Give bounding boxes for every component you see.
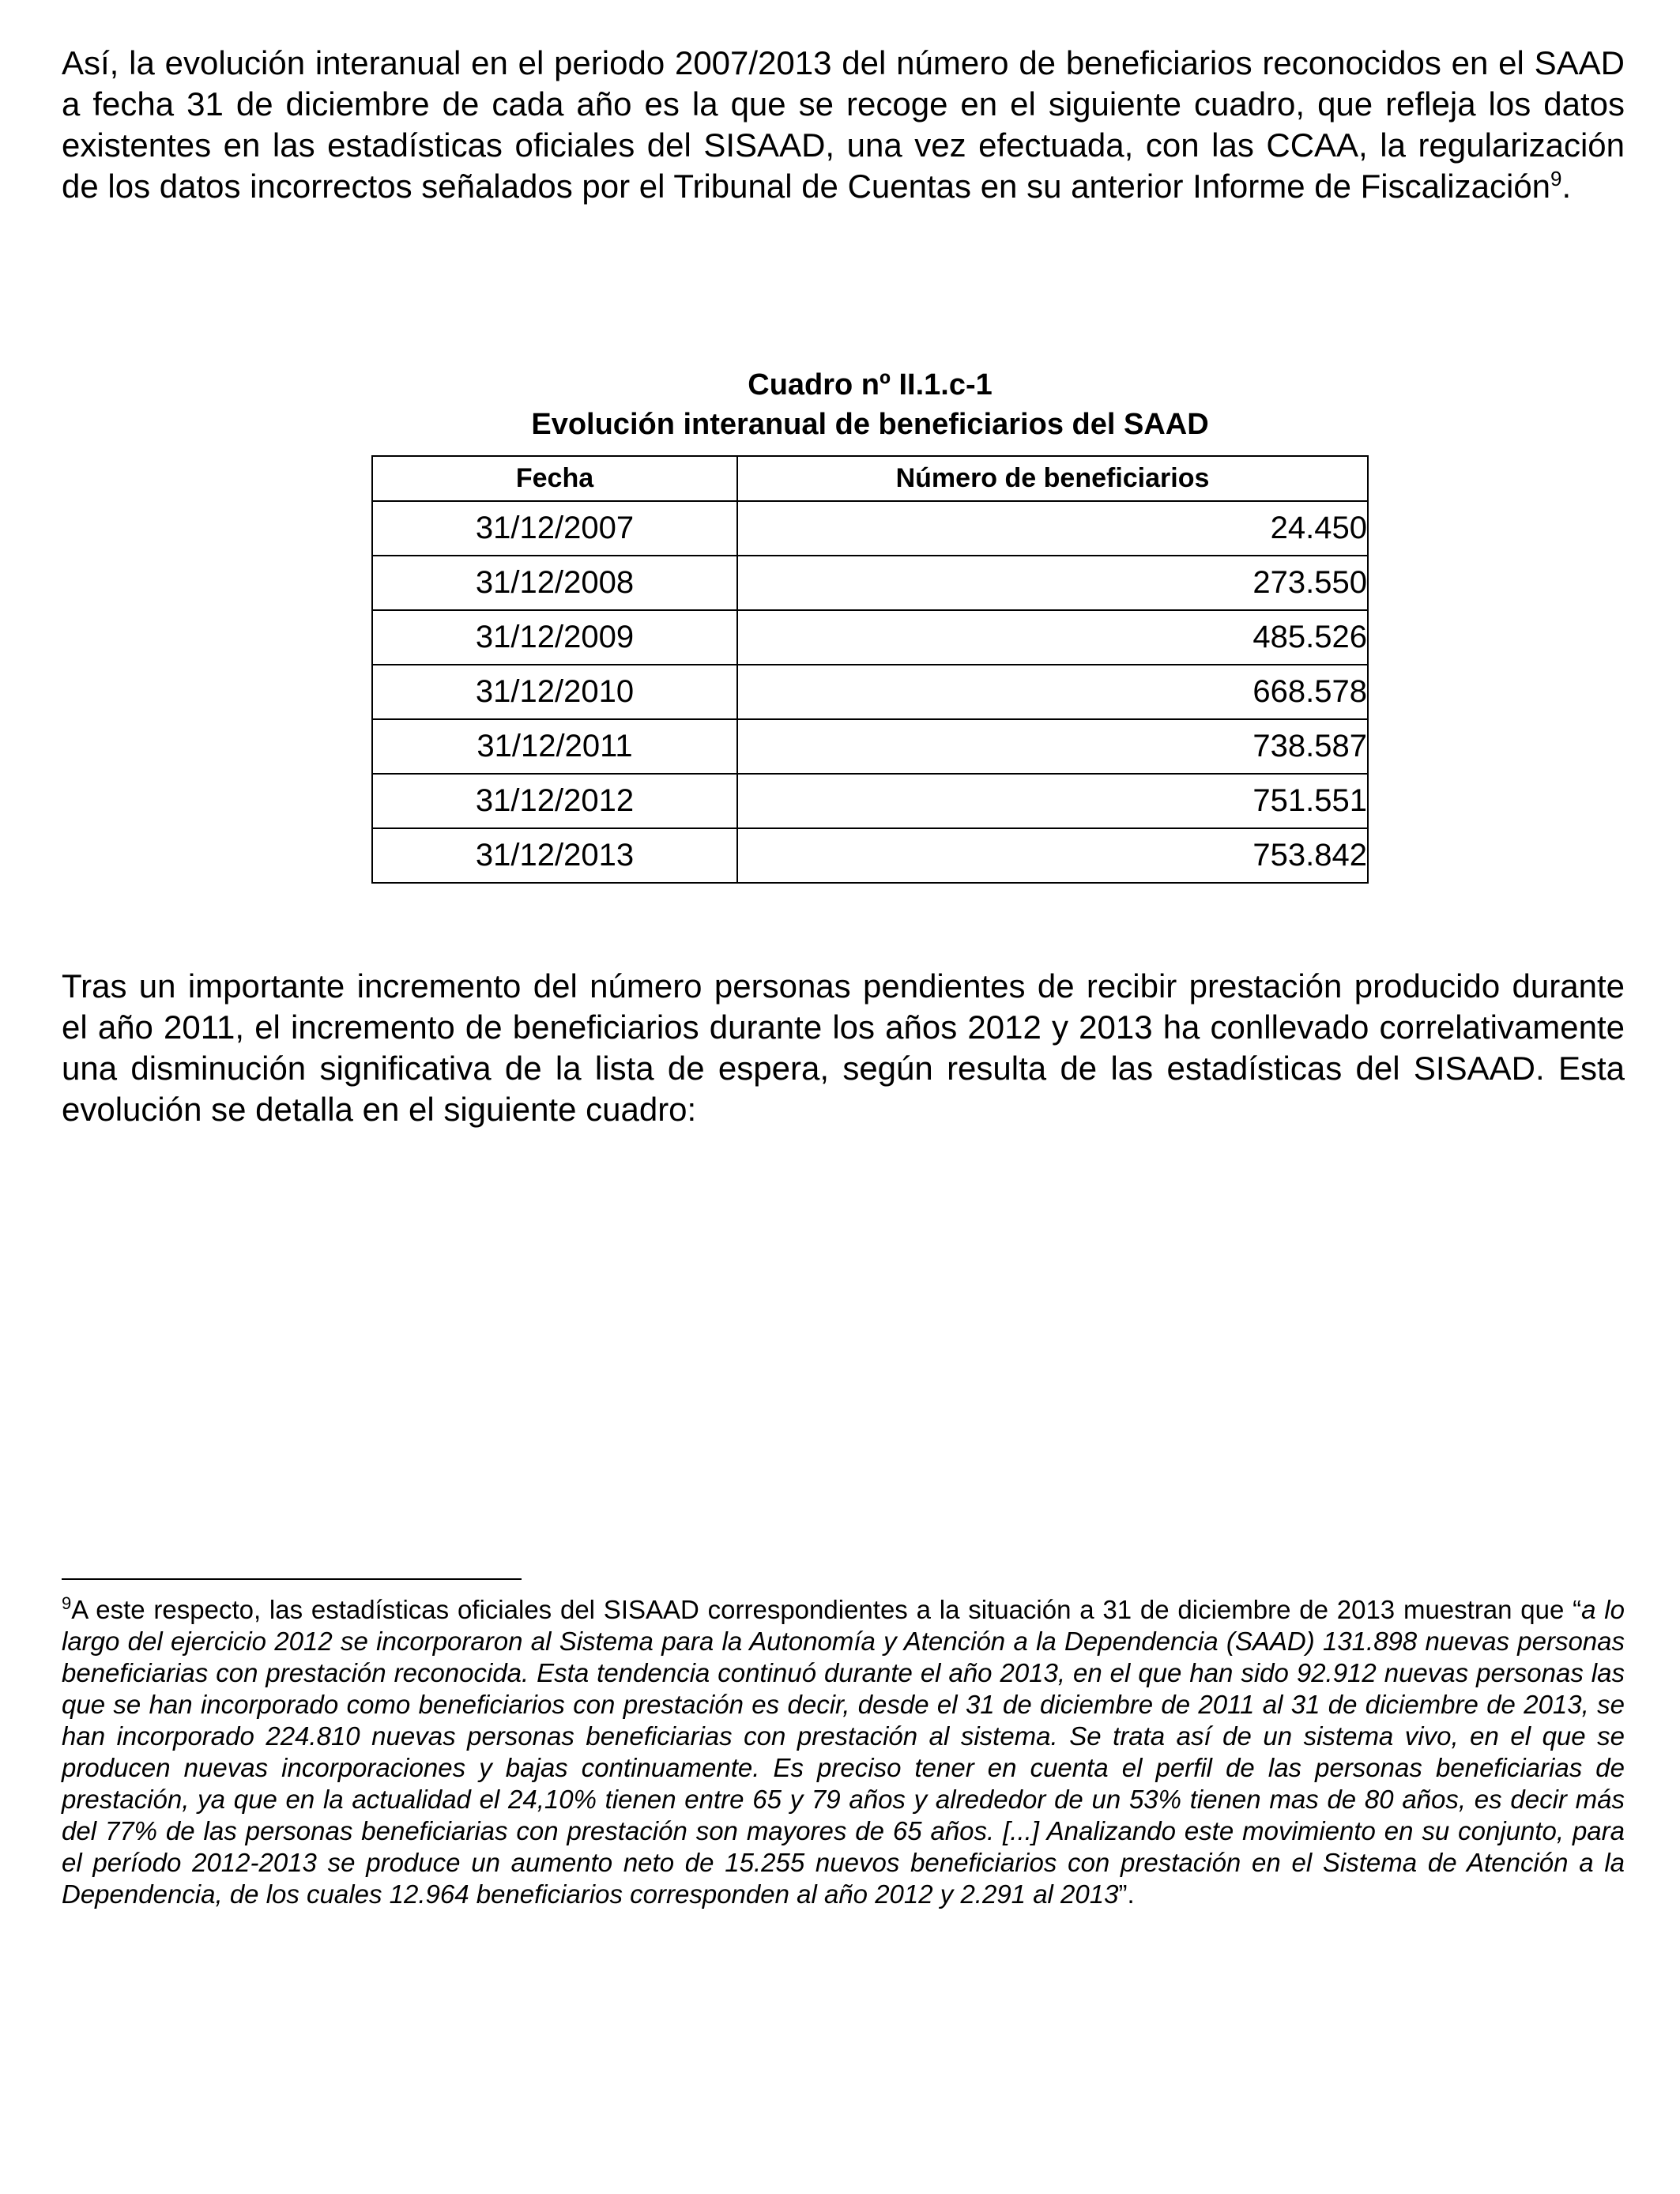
- footnote-outro: ”.: [1118, 1879, 1135, 1909]
- footnote-intro: A este respecto, las estadísticas oficiales del SISAAD correspondientes a la situación a 31 de diciembre de 2013 muestran que “: [71, 1595, 1582, 1624]
- footnote-quote: a lo largo del ejercicio 2012 se incorporaron al Sistema para la Autonomía y Atención a la Dependencia (SAAD) 131.898 nuevas personas beneficiarias con prestación reconocida. Esta tendencia continuó durante el año 2013, en el que han sido 92.912 nuevas personas las que se han incorporado como beneficiarios con prestación es decir, desde el 31 de diciembre de 2011 al 31 de diciembre de 2013, se han incorporado 224.810 nuevas personas beneficiarias con prestación al sistema. Se trata así de un sistema vivo, en el que se producen nuevas incorporaciones y bajas continuamente. Es preciso tener en cuenta el perfil de las personas beneficiarias de prestación, ya que en la actualidad el 24,10% tienen entre 65 y 79 años y alrededor de un 53% tienen mas de 80 años, es decir más del 77% de las personas beneficiarias con prestación son mayores de 65 años. [...] Analizando este movimiento en su conjunto, para el período 2012-2013 se produce un aumento neto de 15.255 nuevos beneficiarios con prestación en el Sistema de Atención a la Dependencia, de los cuales 12.964 beneficiarios corresponden al año 2012 y 2.291 al 2013: [62, 1595, 1625, 1909]
- beneficiaries-table: [371, 455, 1369, 884]
- intro-paragraph-text: Así, la evolución interanual en el periodo 2007/2013 del número de beneficiarios reconocidos en el SAAD a fecha 31 de diciembre de cada año es la que se recoge en el siguiente cuadro, que refleja los datos existentes en las estadísticas oficiales del SISAAD, una vez efectuada, con las CCAA, la regularización de los datos incorrectos señalados por el Tribunal de Cuentas en su anterior Informe de Fiscalización: [62, 44, 1625, 205]
- table-row: [372, 828, 1368, 883]
- footnote-marker: 9: [62, 1593, 72, 1613]
- row-date: 31/12/2007: [372, 501, 737, 556]
- table-row: [372, 556, 1368, 610]
- row-date: 31/12/2013: [372, 828, 737, 883]
- header-fecha: Fecha: [372, 456, 737, 501]
- footnote-9: [62, 1594, 1625, 1910]
- table-row: [372, 501, 1368, 556]
- footnote-reference[interactable]: 9: [1550, 167, 1562, 190]
- row-date: 31/12/2011: [372, 719, 737, 774]
- footnote-separator: [62, 1578, 522, 1580]
- table-row: [372, 774, 1368, 828]
- intro-paragraph: [62, 43, 1625, 207]
- row-date: 31/12/2009: [372, 610, 737, 665]
- row-value: 738.587: [737, 719, 1368, 774]
- table-header-row: [372, 456, 1368, 501]
- row-value: 753.842: [737, 828, 1368, 883]
- table-row: [372, 719, 1368, 774]
- table-title: Evolución interanual de beneficiarios del SAAD: [531, 408, 1209, 441]
- table-number: Cuadro nº II.1.c-1: [748, 368, 993, 401]
- second-paragraph: Tras un importante incremento del número personas pendientes de recibir prestación producido durante el año 2011, el incremento de beneficiarios durante los años 2012 y 2013 ha conllevado correlativamente una disminución significativa de la lista de espera, según resulta de las estadísticas del SISAAD. Esta evolución se detalla en el siguiente cuadro:: [62, 967, 1625, 1128]
- row-value: 485.526: [737, 610, 1368, 665]
- row-value: 24.450: [737, 501, 1368, 556]
- header-numero-beneficiarios: Número de beneficiarios: [737, 456, 1368, 501]
- row-date: 31/12/2008: [372, 556, 737, 610]
- row-date: 31/12/2010: [372, 665, 737, 719]
- row-date: 31/12/2012: [372, 774, 737, 828]
- row-value: 751.551: [737, 774, 1368, 828]
- row-value: 668.578: [737, 665, 1368, 719]
- row-value: 273.550: [737, 556, 1368, 610]
- table-row: [372, 665, 1368, 719]
- table-row: [372, 610, 1368, 665]
- intro-paragraph-end: .: [1561, 168, 1572, 205]
